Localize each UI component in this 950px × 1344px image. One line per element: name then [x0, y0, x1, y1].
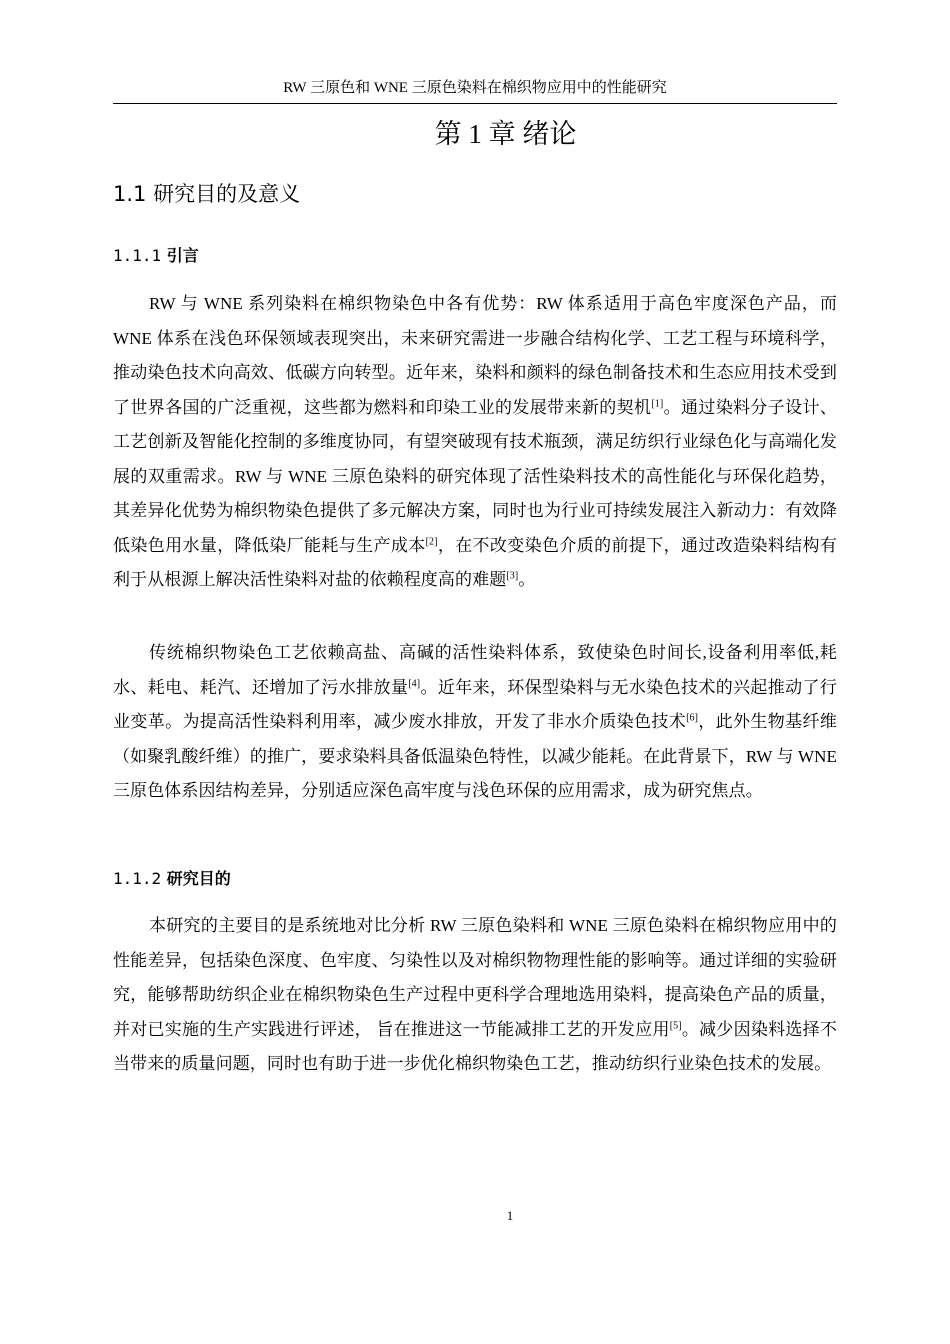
citation-ref: [4]	[408, 677, 421, 689]
citation-ref: [1]	[651, 397, 664, 409]
text-run: ，此外生物基纤维（如聚乳酸纤维）的推广，要求染料具备低温染色特性，以减少能耗。在此背景下，RW 与 WNE 三原色体系因结构差异，分别适应深色高牢度与浅色环保的应用需求，成为研究焦点。	[113, 712, 837, 800]
text-run: 。	[518, 570, 536, 589]
chapter-title: 第 1 章 绪论	[434, 119, 577, 149]
section-heading-1-1: 1.1 研究目的及意义	[113, 182, 301, 206]
text-run: 本研究的主要目的是系统地对比分析 RW 三原色染料和 WNE 三原色染料在棉织物应用中的性能差异，包括染色深度、色牢度、匀染性以及对棉织物物理性能的影响等。通过详细的实验研究，能够帮助纺织企业在棉织物染色生产过程中更科学合理地选用染料，提高染色产品的质量，并对已实施的生产实践进行评述， 旨在推进这一节能减排工艺的开发应用	[113, 916, 837, 1039]
section-title: 引言	[166, 246, 199, 265]
text-run: 。通过染料分子设计、工艺创新及智能化控制的多维度协同，有望突破现有技术瓶颈，满足纺织行业绿色化与高端化发展的双重需求。RW 与 WNE 三原色染料的研究体现了活性染料技术的高性能化与环保化趋势，其差异化优势为棉织物染色提供了多元解决方案，同时也为行业可持续发展注入新动力：有效降低染色用水量，降低染厂能耗与生产成本	[113, 397, 837, 555]
section-title: 研究目的	[166, 869, 231, 888]
text-run: RW 与 WNE 系列染料在棉织物染色中各有优势：RW 体系适用于高色牢度深色产品，而 WNE 体系在浅色环保领域表现突出，未来研究需进一步融合结构化学、工艺工程与环境科学，推动染色技术向高效、低碳方向转型。近年来，染料和颜料的绿色制备技术和生态应用技术受到了世界各国的广泛重视，这些都为燃料和印染工业的发展带来新的契机	[113, 294, 837, 417]
page-number: 1	[506, 1208, 514, 1223]
header-divider	[113, 103, 837, 104]
citation-ref: [2]	[425, 535, 438, 547]
citation-ref: [6]	[686, 712, 699, 724]
text-run: ，在不改变染色介质的前提下，通过改造染料结构有利于从根源上解决活性染料对盐的依赖程度高的难题	[113, 535, 837, 589]
text-run: 传统棉织物染色工艺依赖高盐、高碱的活性染料体系，致使染色时间长,设备利用率低,耗水、耗电、耗汽、还增加了污水排放量	[113, 643, 837, 697]
paragraph-intro-1	[113, 287, 837, 598]
citation-ref: [3]	[506, 570, 519, 582]
section-number: 1.1.1	[113, 246, 162, 265]
section-number: 1.1.2	[113, 869, 162, 888]
paragraph-intro-2	[113, 636, 837, 809]
citation-ref: [5]	[669, 1019, 682, 1031]
running-header: RW 三原色和 WNE 三原色染料在棉织物应用中的性能研究	[283, 80, 667, 96]
paragraph-purpose	[113, 909, 837, 1082]
text-run: 。减少因染料选择不当带来的质量问题，同时也有助于进一步优化棉织物染色工艺，推动纺织行业染色技术的发展。	[113, 1019, 837, 1073]
section-heading-1-1-1	[113, 243, 199, 269]
section-heading-1-1-2	[113, 866, 231, 892]
text-run: 。近年来，环保型染料与无水染色技术的兴起推动了行业变革。为提高活性染料利用率，减少废水排放，开发了非水介质染色技术	[113, 677, 837, 731]
